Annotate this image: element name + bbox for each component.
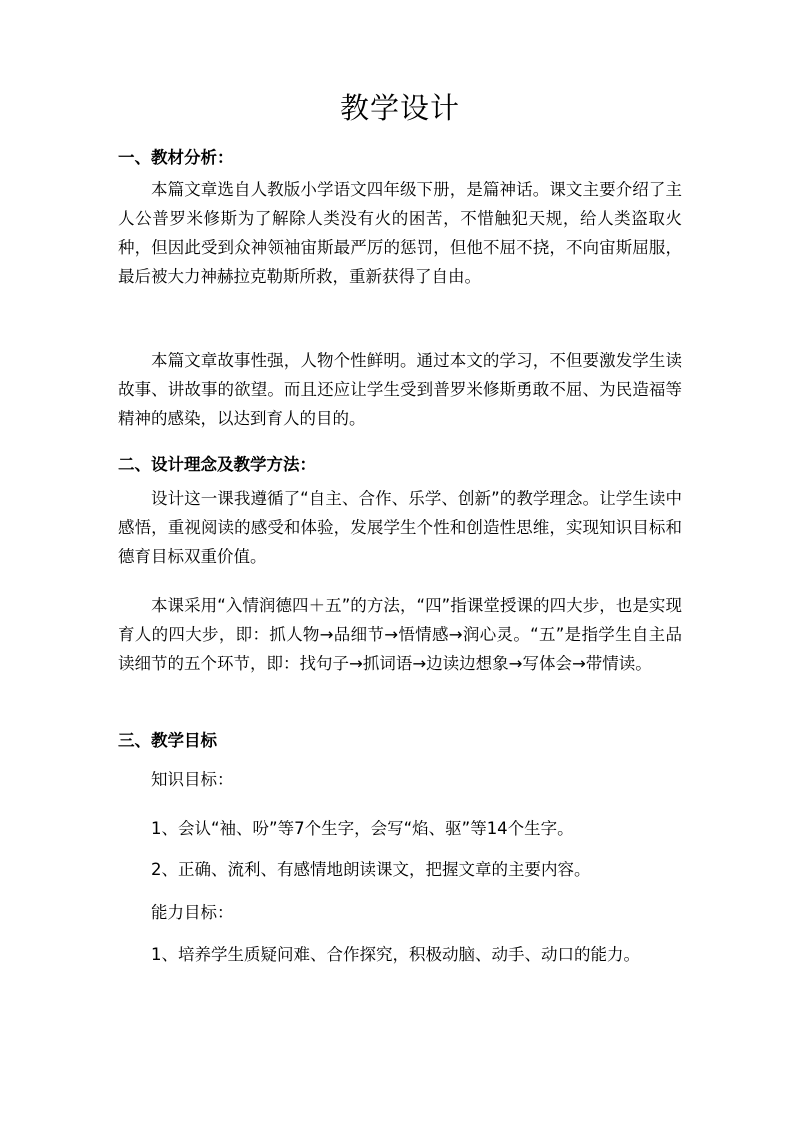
ability-goal-item-1: 1、培养学生质疑问难、合作探究，积极动脑、动手、动口的能力。	[151, 945, 640, 964]
document-title: 教学设计	[339, 91, 460, 125]
paragraph-textbook-analysis-1: 本篇文章选自人教版小学语文四年级下册，是篇神话。课文主要介绍了主人公普罗米修斯为了解除人类没有火的困苦，不惜触犯天规，给人类盗取火种，但因此受到众神领袖宙斯最严厉的惩罚，但他不屈不挠，不向宙斯屈服，最后被大力神赫拉克勒斯所救，重新获得了自由。	[118, 180, 682, 286]
knowledge-goals-label: 知识目标：	[151, 770, 234, 789]
knowledge-goal-item-1: 1、会认“袖、吩”等7个生字，会写“焰、驱”等14个生字。	[151, 819, 574, 838]
paragraph-design-concept-1: 设计这一课我遵循了“自主、合作、乐学、创新”的教学理念。让学生读中感悟，重视阅读的感受和体验，发展学生个性和创造性思维，实现知识目标和德育目标双重价值。	[118, 489, 682, 566]
knowledge-goal-item-2: 2、正确、流利、有感情地朗读课文，把握文章的主要内容。	[151, 860, 591, 879]
section-heading-textbook-analysis: 一、教材分析：	[118, 148, 234, 167]
section-heading-teaching-goals: 三、教学目标	[118, 731, 217, 750]
paragraph-textbook-analysis-2: 本篇文章故事性强，人物个性鲜明。通过本文的学习，不但要激发学生读故事、讲故事的欲望。而且还应让学生受到普罗米修斯勇敢不屈、为民造福等精神的感染，以达到育人的目的。	[118, 351, 682, 428]
section-heading-design-concept: 二、设计理念及教学方法：	[118, 455, 316, 474]
paragraph-design-concept-2: 本课采用“入情润德四＋五”的方法，“四”指课堂授课的四大步，也是实现育人的四大步，即：抓人物→品细节→悟情感→润心灵。“五”是指学生自主品读细节的五个环节，即：找句子→抓词语→边读边想象→写体会→带情读。	[118, 596, 682, 673]
ability-goals-label: 能力目标：	[151, 903, 234, 922]
